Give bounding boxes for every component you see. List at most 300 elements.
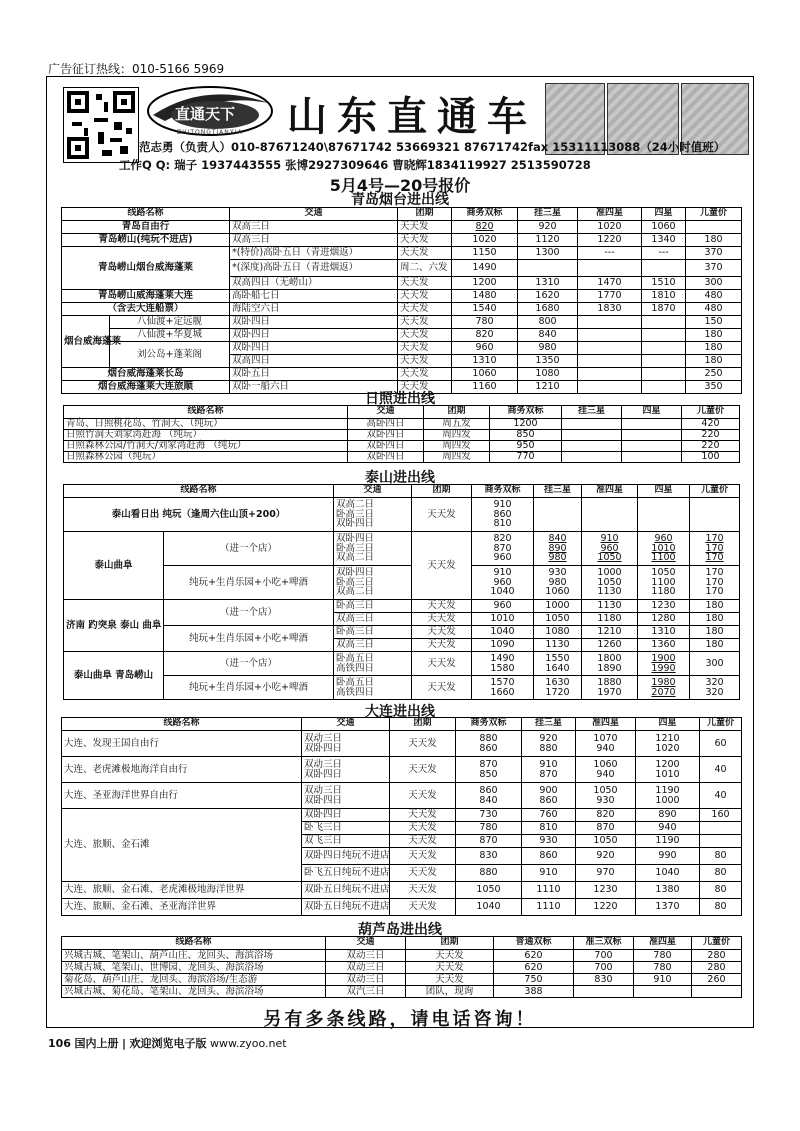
price: [456, 757, 522, 783]
cell-line: 860: [479, 784, 498, 796]
price: 350: [686, 381, 742, 394]
price: 300: [686, 277, 742, 290]
price: 1310: [518, 277, 578, 290]
period: 天天发: [390, 835, 456, 848]
price: 990: [636, 848, 700, 865]
traffic: 双卧四日: [230, 316, 398, 329]
cell-line: 1000: [655, 794, 680, 806]
cell-line: 1050: [597, 576, 622, 588]
cell-line: 910: [493, 498, 512, 510]
table-row: [62, 783, 742, 809]
table-row: [62, 974, 742, 986]
price: 1110: [522, 899, 576, 916]
price: [578, 355, 642, 368]
table-row: [64, 600, 740, 613]
price: 920: [518, 221, 578, 234]
price: 1230: [638, 600, 690, 613]
price: [578, 368, 642, 381]
price: [690, 532, 740, 566]
period: 天天发: [390, 899, 456, 916]
period: 团队，现询: [406, 986, 494, 998]
cell-line: 870: [493, 542, 512, 554]
period: 天天发: [412, 639, 472, 652]
price: 820: [452, 221, 518, 234]
price: [534, 566, 582, 600]
traffic: 双动三日: [326, 974, 406, 986]
traffic: [334, 676, 412, 700]
cell-line: 1100: [651, 576, 676, 588]
price: ---: [642, 247, 686, 260]
period: 天天发: [398, 381, 452, 394]
traffic: 双高三日: [230, 221, 398, 234]
page-footer: [48, 1035, 287, 1051]
page-section: 国内上册: [74, 1037, 119, 1050]
column-header: 团期: [390, 718, 456, 731]
table-header-row: [64, 485, 740, 498]
table-row: [64, 626, 740, 639]
route-name: （进一个店）: [164, 652, 334, 676]
price: 180: [690, 613, 740, 626]
price: [700, 835, 742, 848]
price: [700, 757, 742, 783]
price: 1380: [636, 882, 700, 899]
period: 周四发: [424, 430, 490, 441]
route-name: 菊花岛、葫芦山庄、龙回头、海滨浴场/生态游: [62, 974, 326, 986]
price: 960: [452, 342, 518, 355]
period: 天天发: [398, 355, 452, 368]
cell-line: 810: [493, 518, 512, 530]
cell-line: 870: [479, 758, 498, 770]
cell-line: 1180: [651, 586, 676, 598]
price: 1310: [452, 355, 518, 368]
column-header: 四星: [642, 208, 686, 221]
table-row: [64, 652, 740, 676]
cell-line: 1890: [597, 662, 622, 674]
price: 180: [690, 626, 740, 639]
price: 250: [686, 368, 742, 381]
price: 1060: [452, 368, 518, 381]
price: 1220: [576, 899, 636, 916]
traffic: 双卧五日纯玩不进店: [302, 882, 390, 899]
cell-line: 890: [548, 542, 567, 554]
price: 1200: [452, 277, 518, 290]
traffic: 双卧四日纯玩不进店: [302, 848, 390, 865]
cell-line: 1060: [545, 586, 570, 598]
table-row: [62, 316, 742, 329]
cell-line: 双高二日: [336, 552, 375, 564]
traffic: 双高四日: [230, 355, 398, 368]
column-header: 四星: [622, 406, 682, 419]
column-header: 儿童价: [700, 718, 742, 731]
cell-line: 930: [548, 566, 567, 578]
price: [690, 498, 740, 532]
column-header: 挂三星: [522, 718, 576, 731]
price: 160: [700, 809, 742, 822]
cell-line: 860: [479, 742, 498, 754]
price: 370: [686, 247, 742, 260]
price: 420: [682, 419, 740, 430]
price: 780: [634, 950, 692, 962]
period: 天天发: [406, 962, 494, 974]
column-header: 交通: [348, 406, 424, 419]
traffic: 海陆空六日: [230, 303, 398, 316]
route-name: 大连、旅顺、金石滩、圣亚海洋世界: [62, 899, 302, 916]
price: 80: [700, 882, 742, 899]
route-name: 青岛崂山威海蓬莱大连: [62, 290, 230, 303]
cell-line: 双高二日: [336, 586, 375, 598]
price: [636, 731, 700, 757]
traffic: [334, 498, 412, 532]
cell-line: 双高二日: [336, 498, 375, 510]
cell-line: 940: [596, 742, 615, 754]
period: 天天发: [398, 290, 452, 303]
cell-line: 1580: [490, 662, 515, 674]
column-header: 交通: [302, 718, 390, 731]
price: [578, 316, 642, 329]
price: 830: [456, 848, 522, 865]
price-table-qingdao: [61, 207, 742, 394]
cell-line: 双动三日: [304, 732, 343, 744]
price: 870: [456, 835, 522, 848]
qr-code: [63, 87, 139, 163]
price: 1360: [638, 639, 690, 652]
price-table-dalian: [61, 717, 742, 916]
price: [582, 652, 638, 676]
column-header: 交通: [334, 485, 412, 498]
price: [576, 757, 636, 783]
cell-line: 910: [600, 532, 619, 544]
period: 天天发: [398, 303, 452, 316]
route-name: 兴城古城、笔架山、世博园、龙回头、海滨浴场: [62, 962, 326, 974]
cell-line: 40: [714, 763, 727, 775]
price: 930: [522, 835, 576, 848]
price: 980: [518, 342, 578, 355]
cell-line: 880: [479, 732, 498, 744]
traffic: 双飞三日: [302, 835, 390, 848]
period: 周四发: [424, 441, 490, 452]
price: 1050: [534, 613, 582, 626]
price: [534, 498, 582, 532]
footer-message: 另有多条线路，请电话咨询！: [263, 1009, 537, 1030]
cell-line: 双卧四日: [336, 566, 375, 578]
cell-line: 1050: [593, 784, 618, 796]
price: 150: [686, 316, 742, 329]
price: 820: [452, 329, 518, 342]
price: 1160: [452, 381, 518, 394]
price: 260: [692, 974, 742, 986]
price: 1150: [452, 247, 518, 260]
price: 910: [634, 974, 692, 986]
cell-line: 870: [539, 768, 558, 780]
cell-line: 60: [714, 737, 727, 749]
period: 天天发: [412, 652, 472, 676]
price: 180: [686, 234, 742, 247]
section-title: 日照进出线: [365, 391, 435, 407]
route-name: 大连、旅顺、金石滩、老虎滩极地海洋世界: [62, 882, 302, 899]
price: 730: [456, 809, 522, 822]
price: 1770: [578, 290, 642, 303]
table-row: [62, 221, 742, 234]
traffic: 高卧四日: [348, 419, 424, 430]
period: 天天发: [398, 368, 452, 381]
price: [700, 822, 742, 835]
cell-line: 1990: [651, 662, 676, 674]
cell-line: 1720: [545, 686, 570, 698]
price: 840: [518, 329, 578, 342]
price: [472, 532, 534, 566]
price: 760: [522, 809, 576, 822]
column-header: 线路名称: [64, 406, 348, 419]
cell-line: 860: [493, 508, 512, 520]
price: 1340: [642, 234, 686, 247]
price: [582, 676, 638, 700]
price: 950: [490, 441, 562, 452]
column-header: 线路名称: [62, 208, 230, 221]
route-group: 济南 趵突泉 泰山 曲阜: [64, 600, 164, 652]
route-name: 兴城古城、笔架山、葫芦山庄、龙回头、海滨浴场: [62, 950, 326, 962]
route-group: 泰山曲阜: [64, 532, 164, 600]
price: 80: [700, 899, 742, 916]
column-header: 普通双标: [494, 937, 574, 950]
site-link[interactable]: www.zyoo.net: [210, 1037, 287, 1050]
price: 280: [692, 962, 742, 974]
price: 1180: [582, 613, 638, 626]
period: 天天发: [412, 532, 472, 600]
traffic: 双卧四日: [348, 430, 424, 441]
price: 1870: [642, 303, 686, 316]
price: 1200: [490, 419, 562, 430]
column-header: 交通: [230, 208, 398, 221]
table-row: [62, 234, 742, 247]
price: 1350: [518, 355, 578, 368]
price: [690, 566, 740, 600]
section-title: 青岛烟台进出线: [351, 192, 449, 208]
period: 天天发: [398, 277, 452, 290]
traffic: 双高三日: [334, 639, 412, 652]
column-header: 四星: [636, 718, 700, 731]
price: [642, 316, 686, 329]
cell-line: 1070: [593, 732, 618, 744]
cell-line: 双卧四日: [304, 768, 343, 780]
price: [636, 783, 700, 809]
table-row: [62, 329, 742, 342]
price: 1370: [636, 899, 700, 916]
cell-line: 1200: [655, 758, 680, 770]
price: [534, 532, 582, 566]
table-row: [62, 757, 742, 783]
cell-line: 卧高三日: [336, 508, 375, 520]
price: [472, 566, 534, 600]
price: 860: [522, 848, 576, 865]
table-row: [62, 899, 742, 916]
route-name: 纯玩+生肖乐园+小吃+啤酒: [164, 566, 334, 600]
cell-line: 高铁四日: [336, 686, 375, 698]
cell-line: 1050: [597, 552, 622, 564]
period: 天天发: [412, 626, 472, 639]
price: [638, 652, 690, 676]
cell-line: 双卧四日: [304, 794, 343, 806]
route-name: 青岛、日照桃花岛、竹洞天、（纯玩）: [64, 419, 348, 430]
cell-line: 1060: [593, 758, 618, 770]
price: 180: [690, 639, 740, 652]
table-row: [64, 676, 740, 700]
route-name: 青岛崂山(纯玩不进店): [62, 234, 230, 247]
column-header: 准四星: [576, 718, 636, 731]
traffic: 卧飞五日纯玩不进店: [302, 865, 390, 882]
cell-line: 910: [493, 566, 512, 578]
cell-line: 1980: [651, 676, 676, 688]
price: 180: [690, 600, 740, 613]
period: 天天发: [406, 950, 494, 962]
cell-line: 1970: [597, 686, 622, 698]
price: [562, 441, 622, 452]
price: [642, 355, 686, 368]
cell-line: 320: [705, 676, 724, 688]
price-date: 5月4号—20号报价: [329, 176, 471, 195]
traffic: 双卧四日: [230, 342, 398, 355]
column-header: 挂三星: [518, 208, 578, 221]
period: 周五发: [424, 419, 490, 430]
price: 910: [522, 865, 576, 882]
price: [638, 532, 690, 566]
cell-line: 170: [705, 552, 724, 564]
cell-line: 860: [539, 794, 558, 806]
cell-line: 1190: [655, 784, 680, 796]
cell-line: 卧高三日: [336, 542, 375, 554]
route-name: 纯玩+生肖乐园+小吃+啤酒: [164, 626, 334, 652]
price: [534, 652, 582, 676]
price: 810: [522, 822, 576, 835]
cell-line: 双卧四日: [336, 518, 375, 530]
traffic: 双卧四日: [348, 441, 424, 452]
price: 1050: [456, 882, 522, 899]
period: 天天发: [406, 974, 494, 986]
price: 1310: [638, 626, 690, 639]
page-title: 山东直通车: [287, 93, 537, 140]
column-header: 交通: [326, 937, 406, 950]
price-table-rizhao: [63, 405, 740, 463]
column-header: 商务双标: [472, 485, 534, 498]
table-row: [62, 368, 742, 381]
price: [622, 441, 682, 452]
column-header: 团期: [412, 485, 472, 498]
period: 周二、六发: [398, 260, 452, 277]
price: [534, 676, 582, 700]
price: [636, 757, 700, 783]
cell-line: 300: [705, 657, 724, 669]
table-row: [64, 566, 740, 600]
column-header: 准四星: [634, 937, 692, 950]
table-row: [62, 962, 742, 974]
price: 1190: [636, 835, 700, 848]
cell-line: 卧高五日: [336, 676, 375, 688]
cell-line: 双卧四日: [336, 532, 375, 544]
table-row: [62, 303, 742, 316]
traffic: 双卧四日: [348, 452, 424, 463]
price: 700: [574, 950, 634, 962]
price: [700, 731, 742, 757]
route-name: 青岛自由行: [62, 221, 230, 234]
cell-line: 卧高五日: [336, 652, 375, 664]
route-name: 烟台威海蓬莱大连旅顺: [62, 381, 230, 394]
cell-line: 1570: [490, 676, 515, 688]
cell-line: 960: [600, 542, 619, 554]
period: 天天发: [390, 848, 456, 865]
cell-line: 1800: [597, 652, 622, 664]
traffic: [302, 731, 390, 757]
column-header: 商务双标: [456, 718, 522, 731]
cell-line: 840: [548, 532, 567, 544]
route-name: 大连、老虎滩极地海洋自由行: [62, 757, 302, 783]
route-name: 日照竹洞天刘家湾赶海 （纯玩）: [64, 430, 348, 441]
route-name: 大连、旅顺、金石滩: [62, 809, 302, 882]
column-header: 儿童价: [692, 937, 742, 950]
price: [582, 532, 638, 566]
column-header: 团期: [398, 208, 452, 221]
cell-line: 920: [539, 732, 558, 744]
price: 940: [636, 822, 700, 835]
price: 1490: [452, 260, 518, 277]
price: [622, 452, 682, 463]
table-header-row: [64, 406, 740, 419]
column-header: 准四星: [582, 485, 638, 498]
cell-line: 卧高三日: [336, 576, 375, 588]
column-header: 四星: [638, 485, 690, 498]
period: 天天发: [412, 498, 472, 532]
price: [578, 260, 642, 277]
traffic: [302, 757, 390, 783]
price: [562, 419, 622, 430]
price: [578, 342, 642, 355]
price: 1110: [522, 882, 576, 899]
cell-line: 850: [479, 768, 498, 780]
cell-line: 40: [714, 789, 727, 801]
price: 1130: [582, 600, 638, 613]
price: 1620: [518, 290, 578, 303]
column-header: 商务双标: [452, 208, 518, 221]
period: 天天发: [398, 247, 452, 260]
cell-line: 930: [596, 794, 615, 806]
cell-line: 1130: [597, 586, 622, 598]
table-row: [64, 441, 740, 452]
price: 830: [574, 974, 634, 986]
price: 770: [490, 452, 562, 463]
price: 780: [634, 962, 692, 974]
contact-phones: 范志勇（负责人）010-87671240\87671742 53669321 87671742fax 15311113088（24小时值班）: [139, 140, 726, 154]
price: 850: [490, 430, 562, 441]
route-name: （进一个店）: [164, 532, 334, 566]
column-header: 儿童价: [682, 406, 740, 419]
period: 天天发: [398, 316, 452, 329]
price: 1830: [578, 303, 642, 316]
period: 天天发: [398, 342, 452, 355]
price: [518, 260, 578, 277]
table-row: [62, 290, 742, 303]
price: 620: [494, 950, 574, 962]
price: 800: [518, 316, 578, 329]
cell-line: 高铁四日: [336, 662, 375, 674]
cell-line: 960: [654, 532, 673, 544]
traffic: 卧高三日: [334, 626, 412, 639]
period: 天天发: [390, 882, 456, 899]
welcome-text: 欢迎浏览电子版: [129, 1037, 207, 1050]
contact-qq: 工作Q Q: 瑞子 1937443555 张博2927309646 曹晓辉1834119927 2513590728: [119, 158, 591, 172]
logo-subtext: ZHITONGTIANXIA: [177, 129, 243, 136]
traffic: [334, 566, 412, 600]
period: 天天发: [390, 757, 456, 783]
cell-line: 1050: [651, 566, 676, 578]
table-row: [64, 452, 740, 463]
